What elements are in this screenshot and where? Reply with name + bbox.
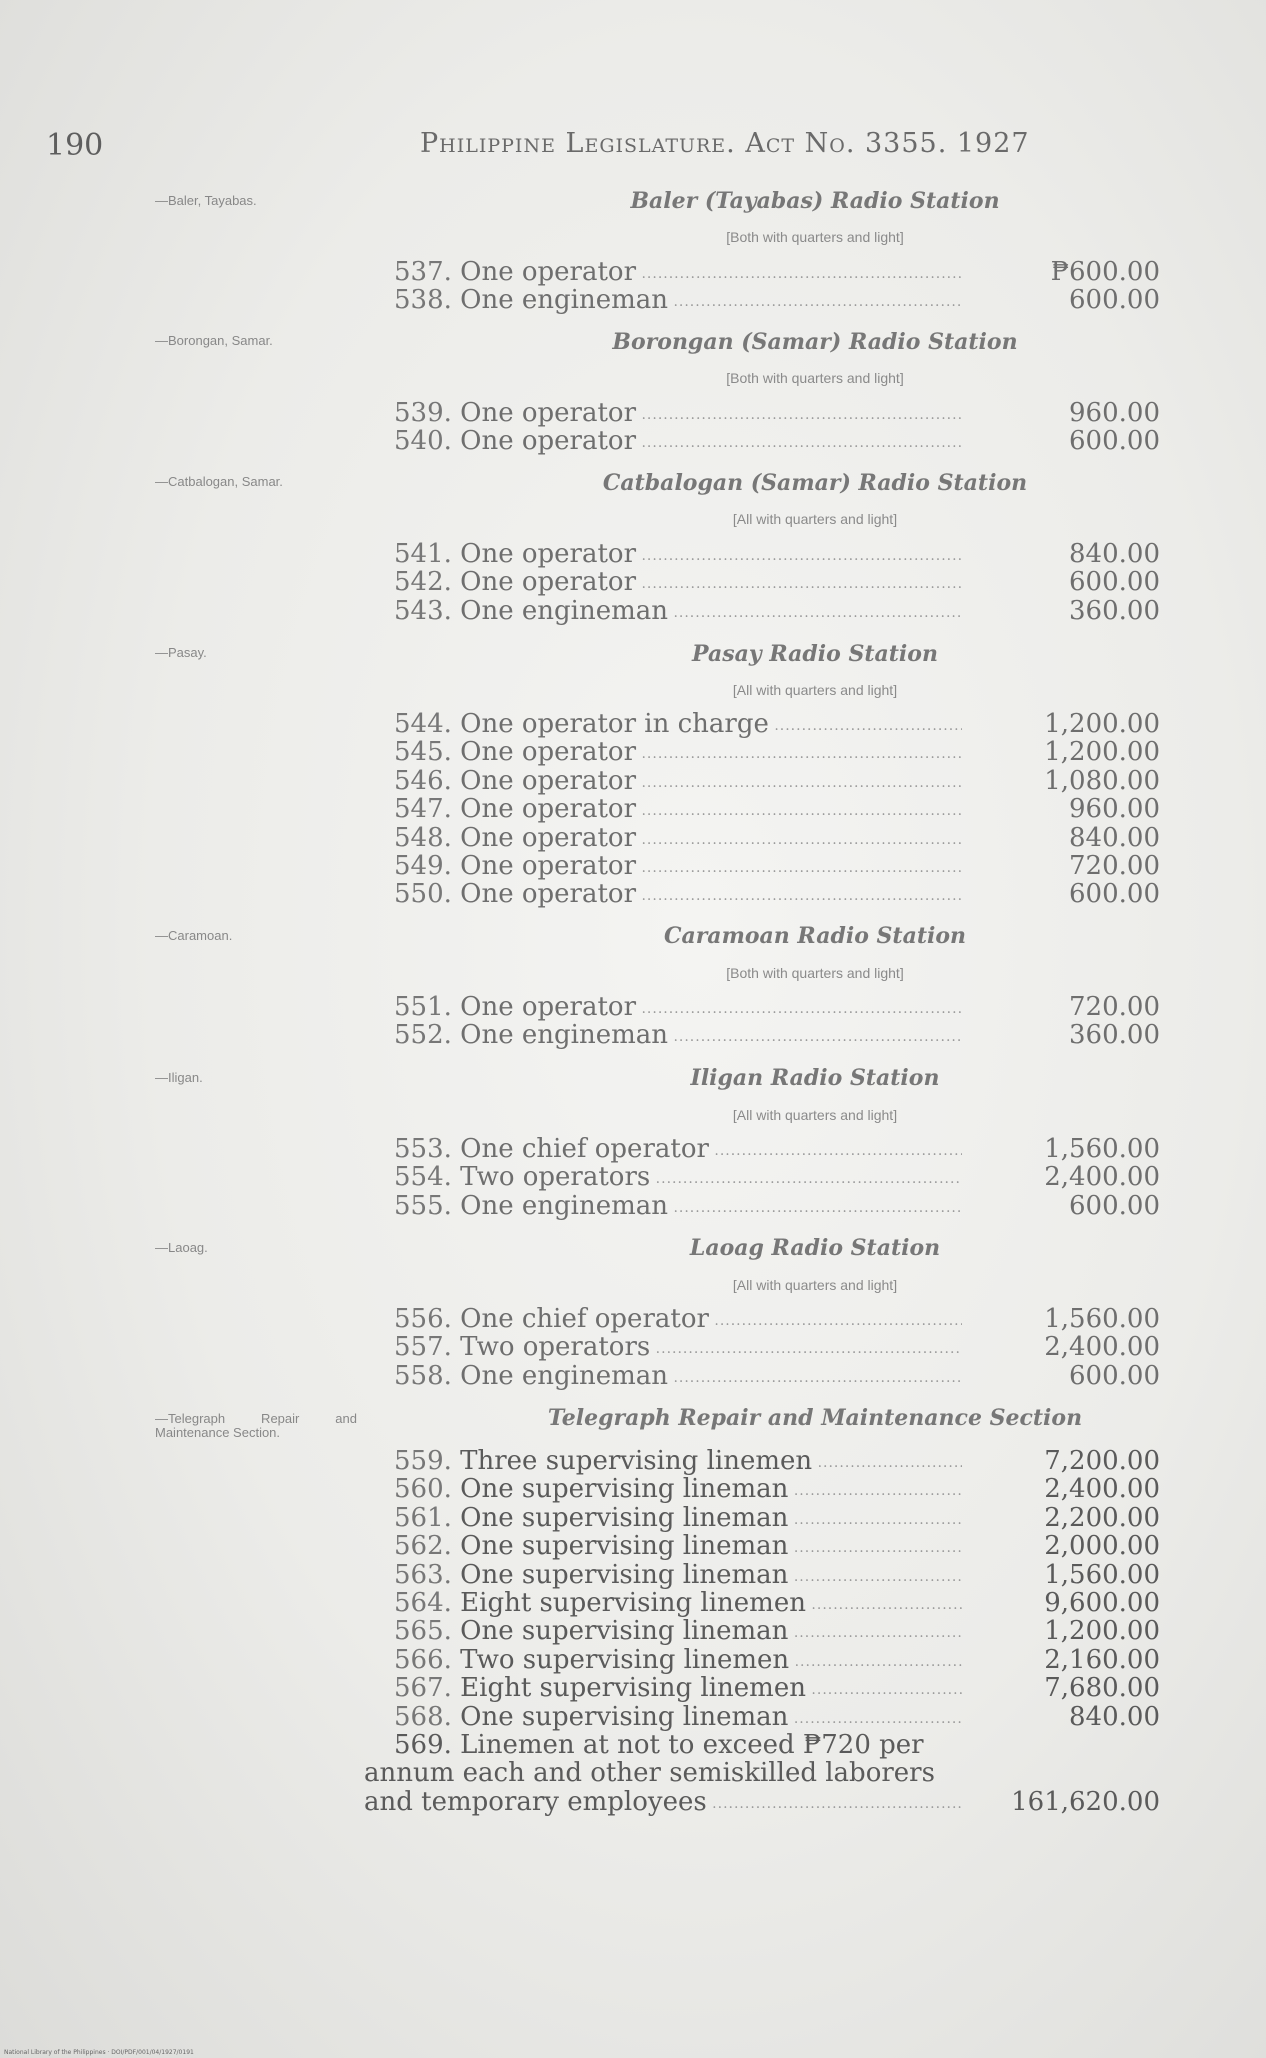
section-title: Catbalogan (Samar) Radio Station [602, 470, 1028, 496]
item-description: One supervising lineman [460, 1617, 789, 1647]
line-item [0, 1532, 1266, 1560]
item-description: One supervising lineman [460, 1560, 789, 1590]
item-amount: 600.00 [1069, 567, 1160, 598]
page-number: 190 [46, 128, 104, 163]
item-description: One operator [460, 795, 637, 825]
item-list [0, 710, 1266, 909]
line-item [0, 1646, 1266, 1674]
section-title: Laoag Radio Station [689, 1235, 941, 1261]
item-amount: 1,200.00 [1044, 737, 1160, 768]
item-amount: 7,680.00 [1044, 1673, 1160, 1704]
margin-note: —Iligan. [155, 1070, 203, 1085]
item-number: 550. [394, 880, 452, 910]
item-amount: ₱600.00 [1050, 257, 1160, 287]
line-item [0, 795, 1266, 823]
line-item [0, 1135, 1266, 1163]
margin-note: —Baler, Tayabas. [155, 193, 257, 208]
item-number: 563. [394, 1560, 452, 1590]
item-number: 561. [394, 1503, 452, 1533]
item-number: 552. [394, 1021, 452, 1051]
item-description: Two operators [460, 1163, 651, 1193]
item-description: One chief operator [460, 1305, 709, 1334]
item-amount: 1,560.00 [1044, 1304, 1160, 1334]
item-amount: 360.00 [1069, 595, 1160, 626]
line-item [0, 1192, 1266, 1220]
line-item [0, 540, 1266, 568]
line-item [0, 1475, 1266, 1503]
item-list [0, 1305, 1266, 1390]
item-amount: 2,000.00 [1044, 1531, 1160, 1562]
item-number: 549. [394, 851, 452, 881]
item-amount: 161,620.00 [1011, 1786, 1160, 1817]
item-number: 547. [394, 795, 452, 825]
item-description-line: 569. Linemen at not to exceed ₱720 per [394, 1730, 924, 1760]
item-description: One supervising lineman [460, 1532, 789, 1562]
item-number: 545. [394, 738, 452, 768]
item-number: 546. [394, 766, 452, 796]
item-amount: 2,160.00 [1044, 1644, 1160, 1675]
item-amount: 720.00 [1069, 850, 1160, 881]
item-list [0, 399, 1266, 456]
item-description: One operator [460, 851, 637, 881]
item-description: Three supervising linemen [460, 1447, 813, 1476]
section-title: Baler (Tayabas) Radio Station [630, 188, 1000, 214]
item-amount: 840.00 [1069, 1701, 1160, 1732]
item-amount: 2,400.00 [1044, 1162, 1160, 1193]
line-item [0, 258, 1266, 286]
item-description: One supervising lineman [460, 1503, 789, 1533]
footer-credit: National Library of the Philippines · DOI/PDF/001/04/1927/0191 [4, 2049, 194, 2056]
item-description: One operator [460, 540, 637, 569]
section-note: [Both with quarters and light] [726, 229, 904, 245]
item-amount: 1,560.00 [1044, 1134, 1160, 1164]
line-item [0, 286, 1266, 314]
line-item [0, 767, 1266, 795]
line-item [0, 399, 1266, 427]
item-description: One engineman [460, 286, 668, 316]
line-item [0, 1674, 1266, 1702]
item-list [0, 258, 1266, 315]
margin-note: —Catbalogan, Samar. [155, 474, 283, 489]
line-item [0, 1504, 1266, 1532]
margin-note: —Pasay. [155, 645, 207, 660]
item-number: 540. [394, 427, 452, 457]
item-description: One operator [460, 766, 637, 796]
line-item [0, 1561, 1266, 1589]
section-note: [All with quarters and light] [732, 1107, 898, 1123]
section-title: Pasay Radio Station [692, 641, 938, 667]
item-amount: 2,200.00 [1044, 1502, 1160, 1533]
item-description: One engineman [460, 1021, 668, 1051]
item-number: 562. [394, 1532, 452, 1562]
item-amount: 1,560.00 [1044, 1559, 1160, 1590]
item-number: 564. [394, 1588, 452, 1618]
item-number: 558. [394, 1361, 452, 1391]
item-number: 567. [394, 1674, 452, 1704]
line-item [0, 1163, 1266, 1191]
item-description: Eight supervising linemen [460, 1674, 806, 1704]
item-amount: 600.00 [1069, 1190, 1160, 1221]
line-item [0, 880, 1266, 908]
item-description: One operator in charge [460, 710, 769, 739]
item-description: One supervising lineman [460, 1702, 789, 1732]
item-number: 537. [394, 258, 452, 287]
item-description: One operator [460, 738, 637, 768]
item-number: 543. [394, 596, 452, 626]
item-amount: 960.00 [1069, 794, 1160, 825]
item-number: 542. [394, 568, 452, 598]
item-description: One operator [460, 399, 637, 428]
item-amount: 600.00 [1069, 879, 1160, 910]
item-description: One operator [460, 880, 637, 910]
item-number: 551. [394, 993, 452, 1022]
item-number: 553. [394, 1135, 452, 1164]
item-number: 555. [394, 1191, 452, 1221]
item-description: One chief operator [460, 1135, 709, 1164]
section-title: Caramoan Radio Station [663, 923, 967, 949]
line-item [0, 852, 1266, 880]
item-amount: 2,400.00 [1044, 1474, 1160, 1505]
item-number: 541. [394, 540, 452, 569]
line-item [0, 1021, 1266, 1049]
section-note: [Both with quarters and light] [726, 370, 904, 386]
item-description: One operator [460, 258, 637, 287]
section-note: [All with quarters and light] [732, 1277, 898, 1293]
item-list [0, 540, 1266, 625]
item-description: One supervising lineman [460, 1475, 789, 1505]
section-title: Telegraph Repair and Maintenance Section [547, 1405, 1083, 1431]
section-note: [All with quarters and light] [732, 682, 898, 698]
item-amount: 7,200.00 [1044, 1446, 1160, 1476]
margin-note: —Telegraph Repair and Maintenance Section. [155, 1411, 357, 1440]
section-note: [Both with quarters and light] [726, 965, 904, 981]
item-number: 565. [394, 1617, 452, 1647]
item-description: One operator [460, 823, 637, 853]
margin-note: —Borongan, Samar. [155, 333, 273, 348]
section-note: [All with quarters and light] [732, 511, 898, 527]
item-amount: 1,080.00 [1044, 765, 1160, 796]
line-item [0, 738, 1266, 766]
item-description: Two supervising linemen [460, 1645, 790, 1675]
section-title: Borongan (Samar) Radio Station [612, 329, 1018, 355]
running-head: Philippine Legislature. Act No. 3355. 1927 [420, 128, 1030, 159]
item-description-line: annum each and other semiskilled laborers [364, 1758, 935, 1789]
item-amount: 600.00 [1069, 426, 1160, 457]
section-title: Iligan Radio Station [690, 1065, 940, 1091]
line-item [0, 993, 1266, 1021]
item-amount: 600.00 [1069, 1360, 1160, 1391]
item-amount: 9,600.00 [1044, 1587, 1160, 1618]
item-amount: 1,200.00 [1044, 1616, 1160, 1647]
item-list [0, 1135, 1266, 1220]
item-description: Eight supervising linemen [460, 1588, 806, 1618]
item-amount: 600.00 [1069, 285, 1160, 316]
item-amount: 360.00 [1069, 1020, 1160, 1051]
item-amount: 1,200.00 [1044, 709, 1160, 739]
line-item [0, 1617, 1266, 1645]
line-item [0, 1589, 1266, 1617]
item-description: One operator [460, 427, 637, 457]
item-number: 556. [394, 1305, 452, 1334]
line-item [0, 427, 1266, 455]
item-amount: 840.00 [1069, 539, 1160, 569]
item-description: Two operators [460, 1333, 651, 1363]
item-number: 554. [394, 1163, 452, 1193]
item-description: One operator [460, 993, 637, 1022]
item-number: 559. [394, 1447, 452, 1476]
item-description: One engineman [460, 1361, 668, 1391]
item-description: One operator [460, 568, 637, 598]
item-list [0, 993, 1266, 1050]
line-item [0, 1333, 1266, 1361]
item-amount: 2,400.00 [1044, 1332, 1160, 1363]
line-item [0, 824, 1266, 852]
item-number: 539. [394, 399, 452, 428]
item-list [0, 1447, 1266, 1731]
item-description: One engineman [460, 596, 668, 626]
line-item [0, 710, 1266, 738]
line-item [0, 1703, 1266, 1731]
margin-note: —Caramoan. [155, 928, 233, 943]
item-number: 566. [394, 1645, 452, 1675]
line-item [0, 1362, 1266, 1390]
item-description: One engineman [460, 1191, 668, 1221]
line-item [0, 568, 1266, 596]
item-amount: 840.00 [1069, 822, 1160, 853]
margin-note: —Laoag. [155, 1240, 208, 1255]
item-number: 568. [394, 1702, 452, 1732]
item-amount: 960.00 [1069, 398, 1160, 428]
item-number: 557. [394, 1333, 452, 1363]
line-item [0, 1447, 1266, 1475]
item-number: 544. [394, 710, 452, 739]
item-number: 538. [394, 286, 452, 316]
item-description-line: and temporary employees ..... [364, 1788, 964, 1818]
item-amount: 720.00 [1069, 992, 1160, 1022]
item-number: 560. [394, 1475, 452, 1505]
item-number: 548. [394, 823, 452, 853]
line-item [0, 1305, 1266, 1333]
line-item [0, 597, 1266, 625]
